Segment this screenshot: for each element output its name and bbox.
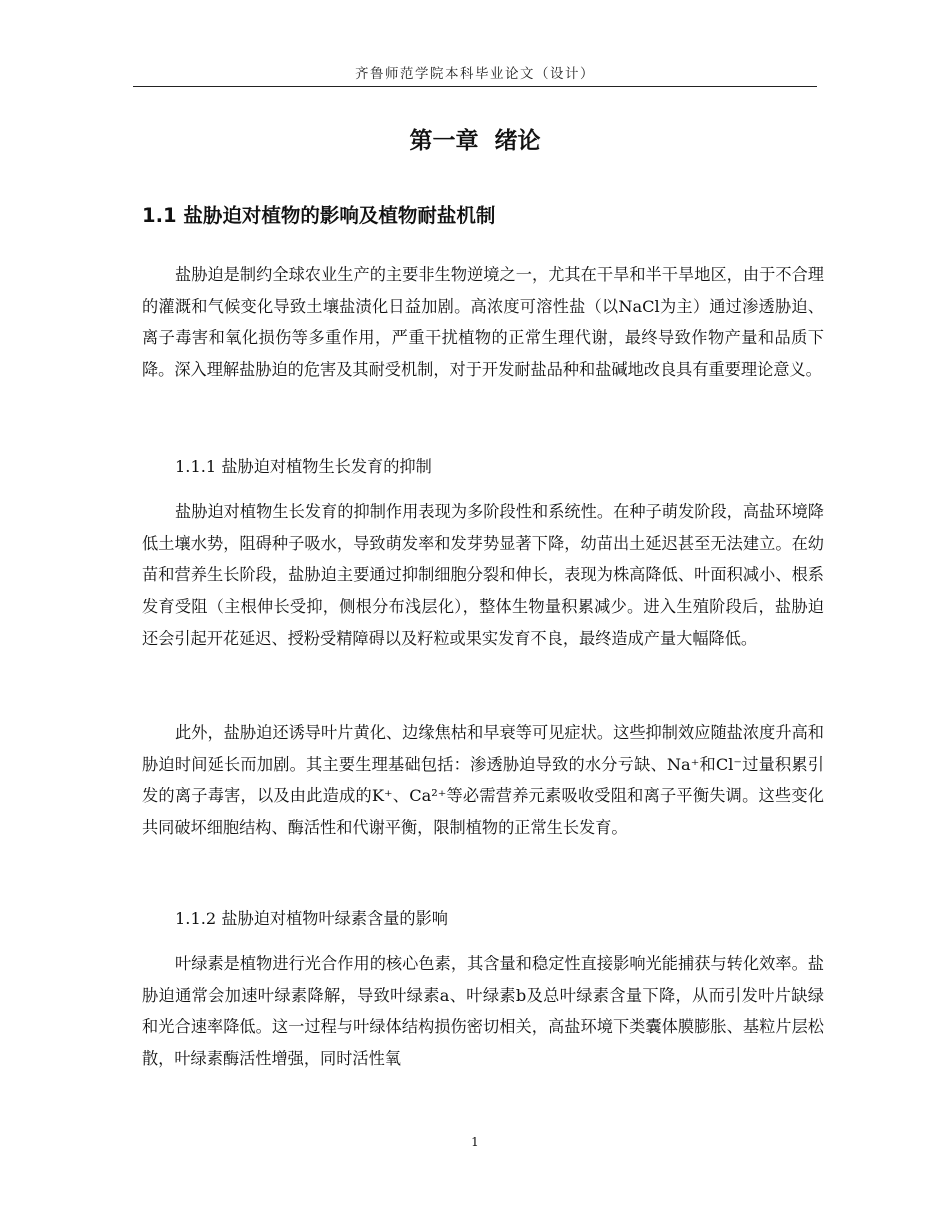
- body-paragraph: 叶绿素是植物进行光合作用的核心色素，其含量和稳定性直接影响光能捕获与转化效率。盐胁迫通常会加速叶绿素降解，导致叶绿素a、叶绿素b及总叶绿素含量下降，从而引发叶片缺绿和光合速率降低。这一过程与叶绿体结构损伤密切相关，高盐环境下类囊体膜膨胀、基粒片层松散，叶绿素酶活性增强，同时活性氧: [142, 954, 824, 1069]
- section-intro-paragraph: 盐胁迫是制约全球农业生产的主要非生物逆境之一，尤其在干旱和半干旱地区，由于不合理的灌溉和气候变化导致土壤盐渍化日益加剧。高浓度可溶性盐（以NaCl为主）通过渗透胁迫、离子毒害和氧化损伤等多重作用，严重干扰植物的正常生理代谢，最终导致作物产量和品质下降。深入理解盐胁迫的危害及其耐受机制，对于开发耐盐品种和盐碱地改良具有重要理论意义。: [142, 265, 824, 380]
- section-heading: 1.1 盐胁迫对植物的影响及植物耐盐机制: [142, 204, 496, 227]
- body-paragraph: 此外，盐胁迫还诱导叶片黄化、边缘焦枯和早衰等可见症状。这些抑制效应随盐浓度升高和胁迫时间延长而加剧。其主要生理基础包括：渗透胁迫导致的水分亏缺、Na⁺和Cl⁻过量积累引发的离子毒害，以及由此造成的K⁺、Ca²⁺等必需营养元素吸收受阻和离子平衡失调。这些变化共同破坏细胞结构、酶活性和代谢平衡，限制植物的正常生长发育。: [142, 723, 824, 838]
- chapter-title: 第一章 绪论: [409, 128, 541, 154]
- body-paragraph: 盐胁迫对植物生长发育的抑制作用表现为多阶段性和系统性。在种子萌发阶段，高盐环境降低土壤水势，阻碍种子吸水，导致萌发率和发芽势显著下降，幼苗出土延迟甚至无法建立。在幼苗和营养生长阶段，盐胁迫主要通过抑制细胞分裂和伸长，表现为株高降低、叶面积减小、根系发育受阻（主根伸长受抑，侧根分布浅层化），整体生物量积累减少。进入生殖阶段后，盐胁迫还会引起开花延迟、授粉受精障碍以及籽粒或果实发育不良，最终造成产量大幅降低。: [142, 502, 824, 648]
- header-rule: [133, 86, 817, 87]
- running-header: 齐鲁师范学院本科毕业论文（设计）: [355, 66, 595, 82]
- page-number: 1: [471, 1135, 479, 1149]
- subsection-heading: 1.1.2 盐胁迫对植物叶绿素含量的影响: [175, 909, 448, 928]
- subsection-heading: 1.1.1 盐胁迫对植物生长发育的抑制: [175, 457, 432, 476]
